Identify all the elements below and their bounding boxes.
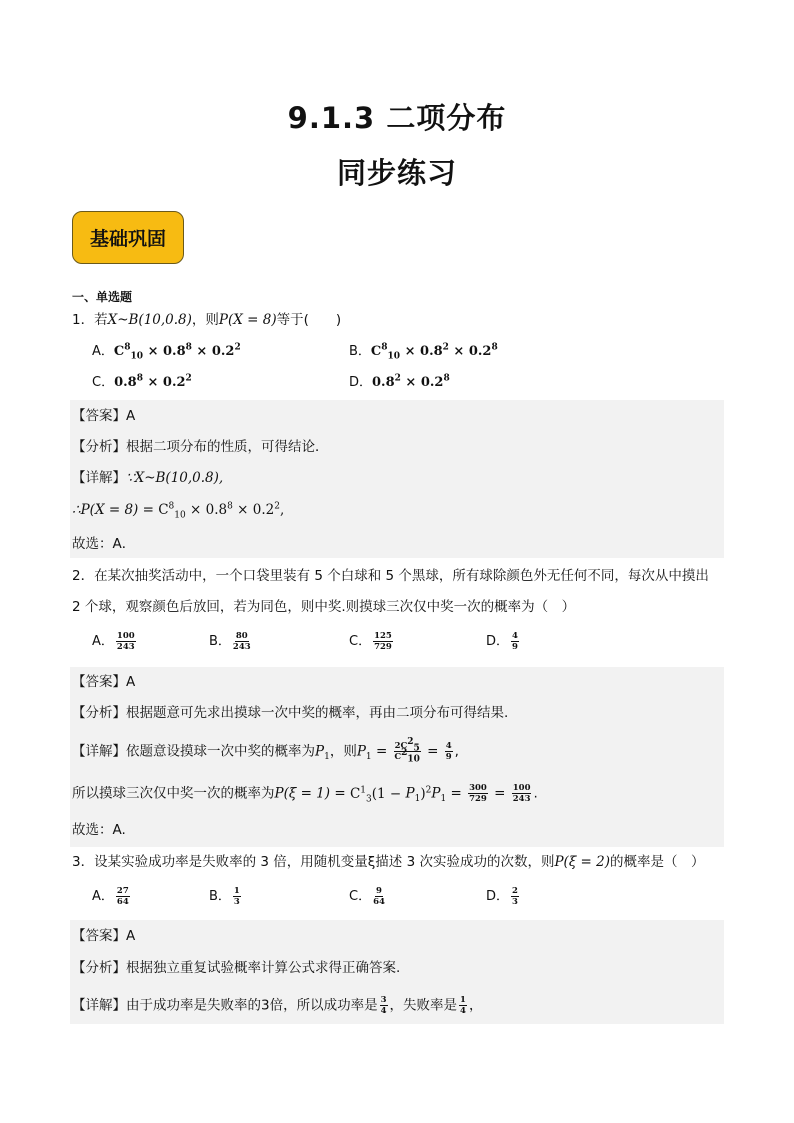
q2-detail-line1: 【详解】依题意设摸球一次中奖的概率为$P_1$，则$P_1$ = $\frac{2C^2_5}{C^2_{10}}$ = $\frac{4}{9}$ , [72, 737, 459, 765]
q1-option-c: C．$0.8^8 \times 0.2^2$ [92, 373, 192, 390]
q1-stem: 1．若X~B(10,0.8)，则P(X = 8)等于( ) [72, 312, 342, 328]
q1-option-d: D．$0.8^2 \times 0.2^8$ [349, 373, 450, 390]
q2-option-a: A． $\frac{100}{243}$ [92, 631, 135, 652]
q1-option-a: A．$C^8_{10} \times 0.8^8 \times 0.2^2$ [92, 342, 241, 362]
q2-detail-line2: 所以摸球三次仅中奖一次的概率为$P(\xi = 1) = C^1_3(1 - P_1)^2P_1$ = $\frac{300}{729}$ = $\frac{100}{243}$ . [72, 783, 538, 805]
page-subtitle: 同步练习 [336, 156, 457, 190]
q1-analysis: 【分析】根据二项分布的性质，可得结论． [72, 439, 329, 455]
q3-option-c: C． $\frac{9}{64}$ [349, 886, 385, 907]
q1-option-b: B．$C^8_{10} \times 0.8^2 \times 0.2^8$ [349, 342, 498, 362]
q1-detail: 【详解】∵X~B(10,0.8), [72, 470, 224, 486]
q3-option-d: D． $\frac{2}{3}$ [486, 886, 518, 907]
q2-option-b: B． $\frac{80}{243}$ [209, 631, 251, 652]
q3-stem: 3．设某实验成功率是失败率的 3 倍，用随机变量ξ描述 3 次实验成功的次数，则P(ξ = 2)的概率是（ ） [72, 854, 705, 870]
section-heading: 一、单选题 [72, 290, 133, 304]
q3-option-b: B． $\frac{1}{3}$ [209, 886, 240, 907]
q3-analysis: 【分析】根据独立重复试验概率计算公式求得正确答案. [72, 960, 401, 976]
q2-stem-line2: 2 个球，观察颜色后放回，若为同色，则中奖.则摸球三次仅中奖一次的概率为（ ） [72, 599, 576, 615]
q1-detail-formula: ∴P(X = $8) = C^8_{10} \times 0.8^8 \times 0.2^2$, [72, 501, 285, 521]
q2-option-c: C． $\frac{125}{729}$ [349, 631, 392, 652]
page-title: 9.1.3 二项分布 [287, 101, 507, 135]
q1-choice: 故选：A． [72, 536, 136, 552]
q2-stem-line1: 2．在某次抽奖活动中，一个口袋里装有 5 个白球和 5 个黑球，所有球除颜色外无任何不同，每次从中摸出 [72, 568, 709, 584]
q1-answer: 【答案】A [72, 408, 136, 424]
q2-choice: 故选：A. [72, 822, 126, 838]
q3-answer: 【答案】A [72, 928, 136, 944]
q2-analysis: 【分析】根据题意可先求出摸球一次中奖的概率，再由二项分布可得结果. [72, 705, 509, 721]
section-badge: 基础巩固 [72, 211, 184, 264]
q2-answer: 【答案】A [72, 674, 136, 690]
q2-option-d: D． $\frac{4}{9}$ [486, 631, 518, 652]
q3-option-a: A． $\frac{27}{64}$ [92, 886, 129, 907]
q3-detail: 【详解】由于成功率是失败率的3倍，所以成功率是 $\frac{3}{4}$ ，失败率是 $\frac{1}{4}$ ， [72, 995, 483, 1016]
